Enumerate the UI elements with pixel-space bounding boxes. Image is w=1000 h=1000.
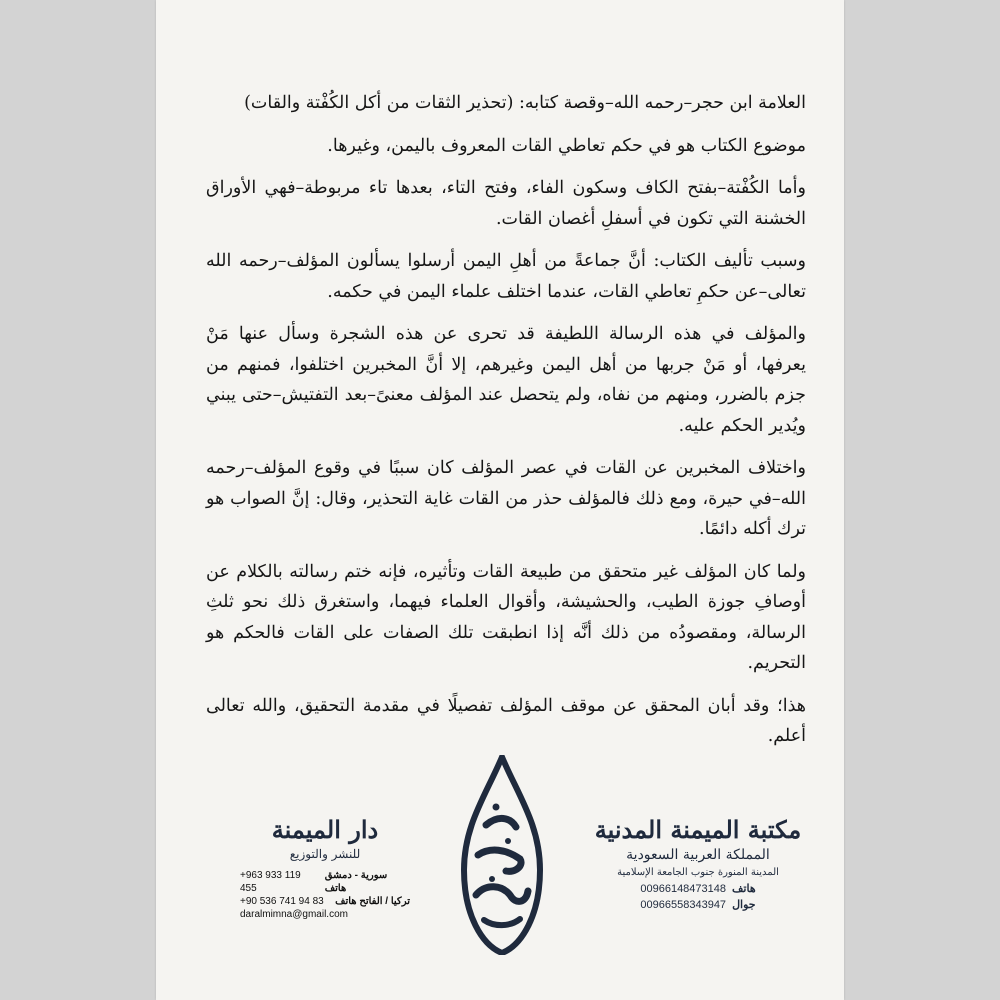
left-publisher-block <box>240 815 410 922</box>
book-back-cover <box>156 0 844 1000</box>
paragraph-method: والمؤلف في هذه الرسالة اللطيفة قد تحرى عن هذه الشجرة وسأل عنها مَنْ يعرفها، أو مَنْ جربها من أهل اليمن وغيرهم، إلا أنَّ المخبرين اختلفوا، فمنهم من جزم بالضرر، ومنهم من نفاه، ولم يتحصل عند المؤلف معنىً–بعد التفتيش–حتى يبني ويُدير الحكم عليه. <box>206 324 806 436</box>
right-phone-label: هاتف <box>732 883 756 895</box>
right-mobile-label: جوال <box>732 899 756 911</box>
turkey-phone-row <box>240 895 410 908</box>
paragraph-title: العلامة ابن حجر–رحمه الله–وقصة كتابه: (تحذير الثقات من أكل الكُفْتة والقات) <box>244 93 806 113</box>
right-mobile: 00966558343947 <box>640 899 727 911</box>
email-address: daralmimna@gmail.com <box>240 909 348 920</box>
paragraph-closing: هذا؛ وقد أبان المحقق عن موقف المؤلف تفصيلًا في مقدمة التحقيق، والله تعالى أعلم. <box>206 695 806 746</box>
paragraph-difference: واختلاف المخبرين عن القات في عصر المؤلف كان سببًا في وقوع المؤلف–رحمه الله–في حيرة، ومع ذلك فالمؤلف حذر من القات غاية التحذير، وقال: إنَّ الصواب هو ترك أكله دائمًا. <box>206 458 806 539</box>
turkey-phone: +90 536 741 94 83 <box>240 896 324 907</box>
publisher-footer <box>156 755 844 955</box>
maymana-logo <box>456 755 546 955</box>
description-text <box>206 88 806 764</box>
paragraph-reason: وسبب تأليف الكتاب: أنَّ جماعةً من أهلِ اليمن أرسلوا يسألون المؤلف–رحمه الله تعالى–عن حكمِ تعاطي القات، عندما اختلف علماء اليمن في حكمه. <box>206 251 806 302</box>
right-publisher-name: مكتبة الميمنة المدنية <box>594 815 802 844</box>
paragraph-topic: موضوع الكتاب هو في حكم تعاطي القات المعروف باليمن، وغيرها. <box>327 135 806 156</box>
right-publisher-country: المملكة العربية السعودية <box>626 847 770 863</box>
right-mobile-row <box>588 897 808 913</box>
right-phone-row <box>588 881 808 897</box>
syria-phone: +963 933 119 455 <box>240 870 301 894</box>
paragraph-kufta: وأما الكُفْتة–بفتح الكاف وسكون الفاء، وفتح التاء، بعدها تاء مربوطة–فهي الأوراق الخشنة التي تكون في أسفلِ أغصان القات. <box>206 178 806 229</box>
syria-phone-row <box>240 869 410 895</box>
paragraph-conclusion: ولما كان المؤلف غير متحقق من طبيعة القات وتأثيره، فإنه ختم رسالته بالكلام عن أوصافِ جوزة الطيب، والحشيشة، وأقوال العلماء فيهما، واستغرق ذلك نحو ثلثِ الرسالة، ومقصودُه من ذلك أنَّه إذا انطبقت تلك الصفات على القات فالحكم هو التحريم. <box>206 561 806 673</box>
right-publisher-address: المدينة المنورة جنوب الجامعة الإسلامية <box>617 867 779 878</box>
left-publisher-name: دار الميمنة <box>271 815 379 844</box>
left-contact-list <box>240 869 410 908</box>
turkey-phone-label: تركيا / الفاتح هاتف <box>335 896 410 907</box>
right-phone: 00966148473148 <box>640 883 727 895</box>
right-publisher-block <box>588 815 808 913</box>
maymana-calligraphy-icon <box>456 755 546 955</box>
syria-phone-label: سورية - دمشق هاتف <box>324 870 388 894</box>
left-publisher-subtitle: للنشر والتوزيع <box>289 847 361 861</box>
